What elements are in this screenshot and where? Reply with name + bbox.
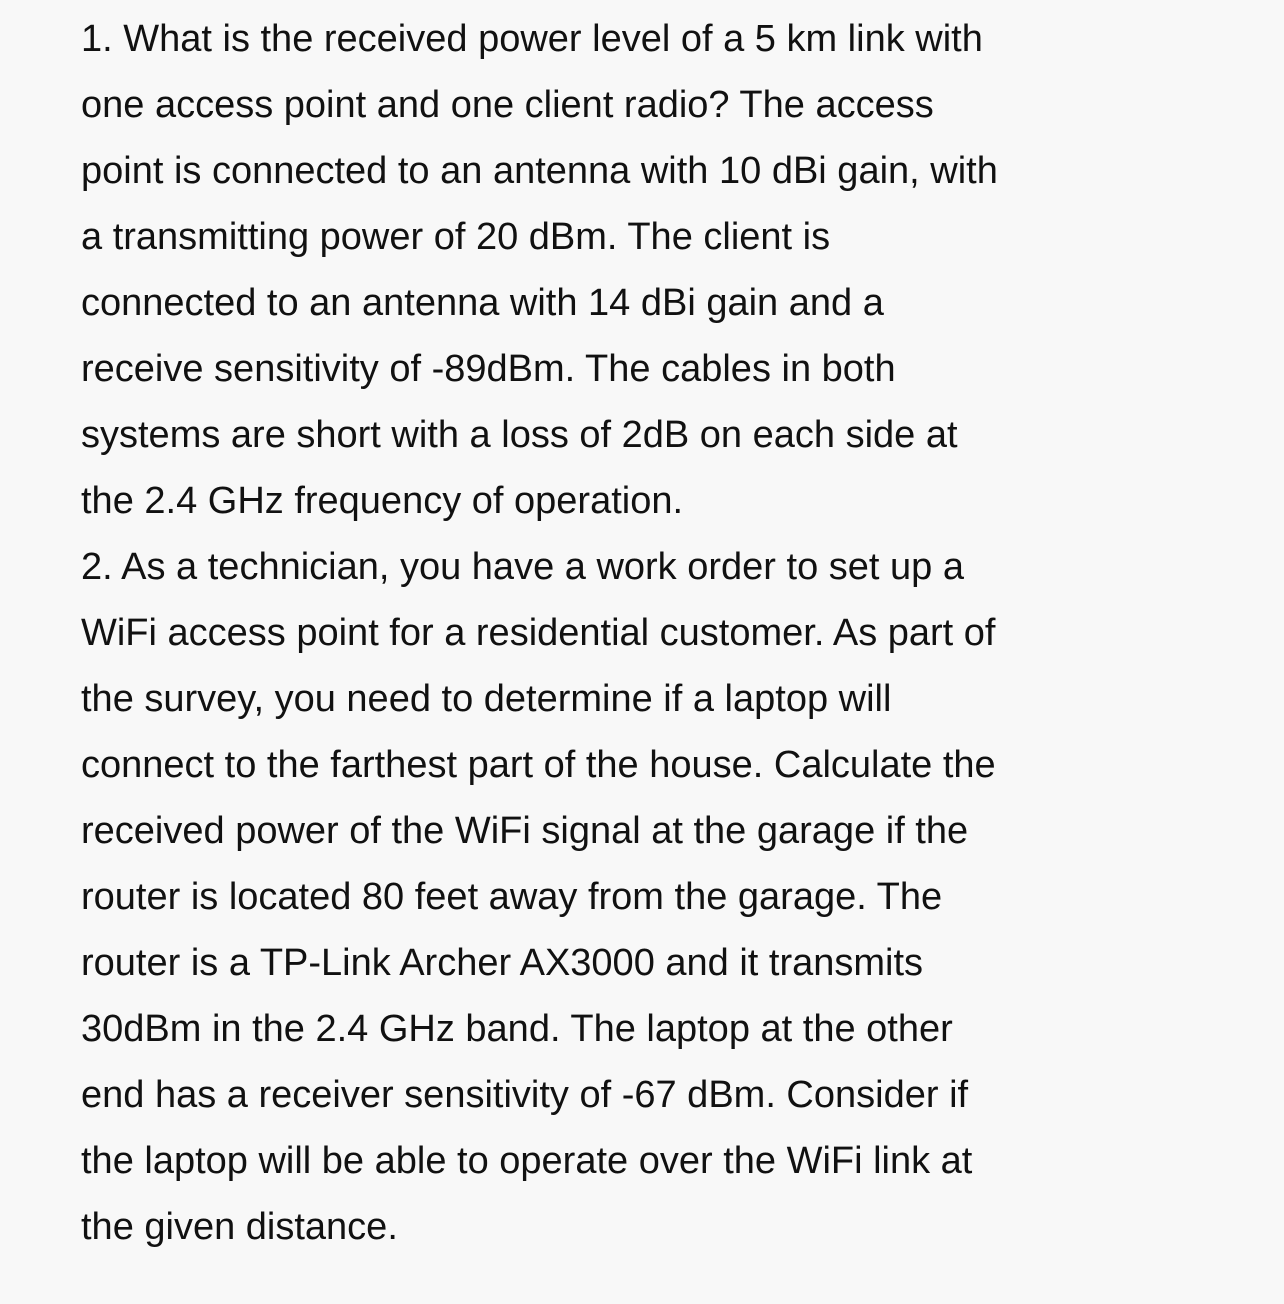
question-2-line: router is a TP-Link Archer AX3000 and it transmits xyxy=(81,942,924,984)
question-1-line: a transmitting power of 20 dBm. The client is xyxy=(81,216,831,258)
document-page xyxy=(81,6,1041,1260)
question-1-line: the 2.4 GHz frequency of operation. xyxy=(81,480,684,522)
question-2-line: the survey, you need to determine if a laptop will xyxy=(81,678,892,720)
question-2-line: WiFi access point for a residential customer. As part of xyxy=(81,612,996,654)
question-1-line: 1. What is the received power level of a 5 km link with xyxy=(81,18,983,60)
question-2-line: the given distance. xyxy=(81,1206,398,1248)
question-1-line: connected to an antenna with 14 dBi gain and a xyxy=(81,282,884,324)
question-2-line: 2. As a technician, you have a work order to set up a xyxy=(81,546,964,588)
question-1-line: systems are short with a loss of 2dB on each side at xyxy=(81,414,958,456)
question-2-line: end has a receiver sensitivity of -67 dBm. Consider if xyxy=(81,1074,969,1116)
question-1-line: one access point and one client radio? The access xyxy=(81,84,934,126)
question-2-line: connect to the farthest part of the house. Calculate the xyxy=(81,744,996,786)
question-1-line: receive sensitivity of -89dBm. The cables in both xyxy=(81,348,896,390)
question-2 xyxy=(81,534,1041,1260)
question-1 xyxy=(81,6,1041,534)
question-2-line: received power of the WiFi signal at the garage if the xyxy=(81,810,969,852)
question-2-line: router is located 80 feet away from the garage. The xyxy=(81,876,943,918)
question-2-line: the laptop will be able to operate over the WiFi link at xyxy=(81,1140,973,1182)
question-1-line: point is connected to an antenna with 10 dBi gain, with xyxy=(81,150,998,192)
question-2-line: 30dBm in the 2.4 GHz band. The laptop at the other xyxy=(81,1008,953,1050)
